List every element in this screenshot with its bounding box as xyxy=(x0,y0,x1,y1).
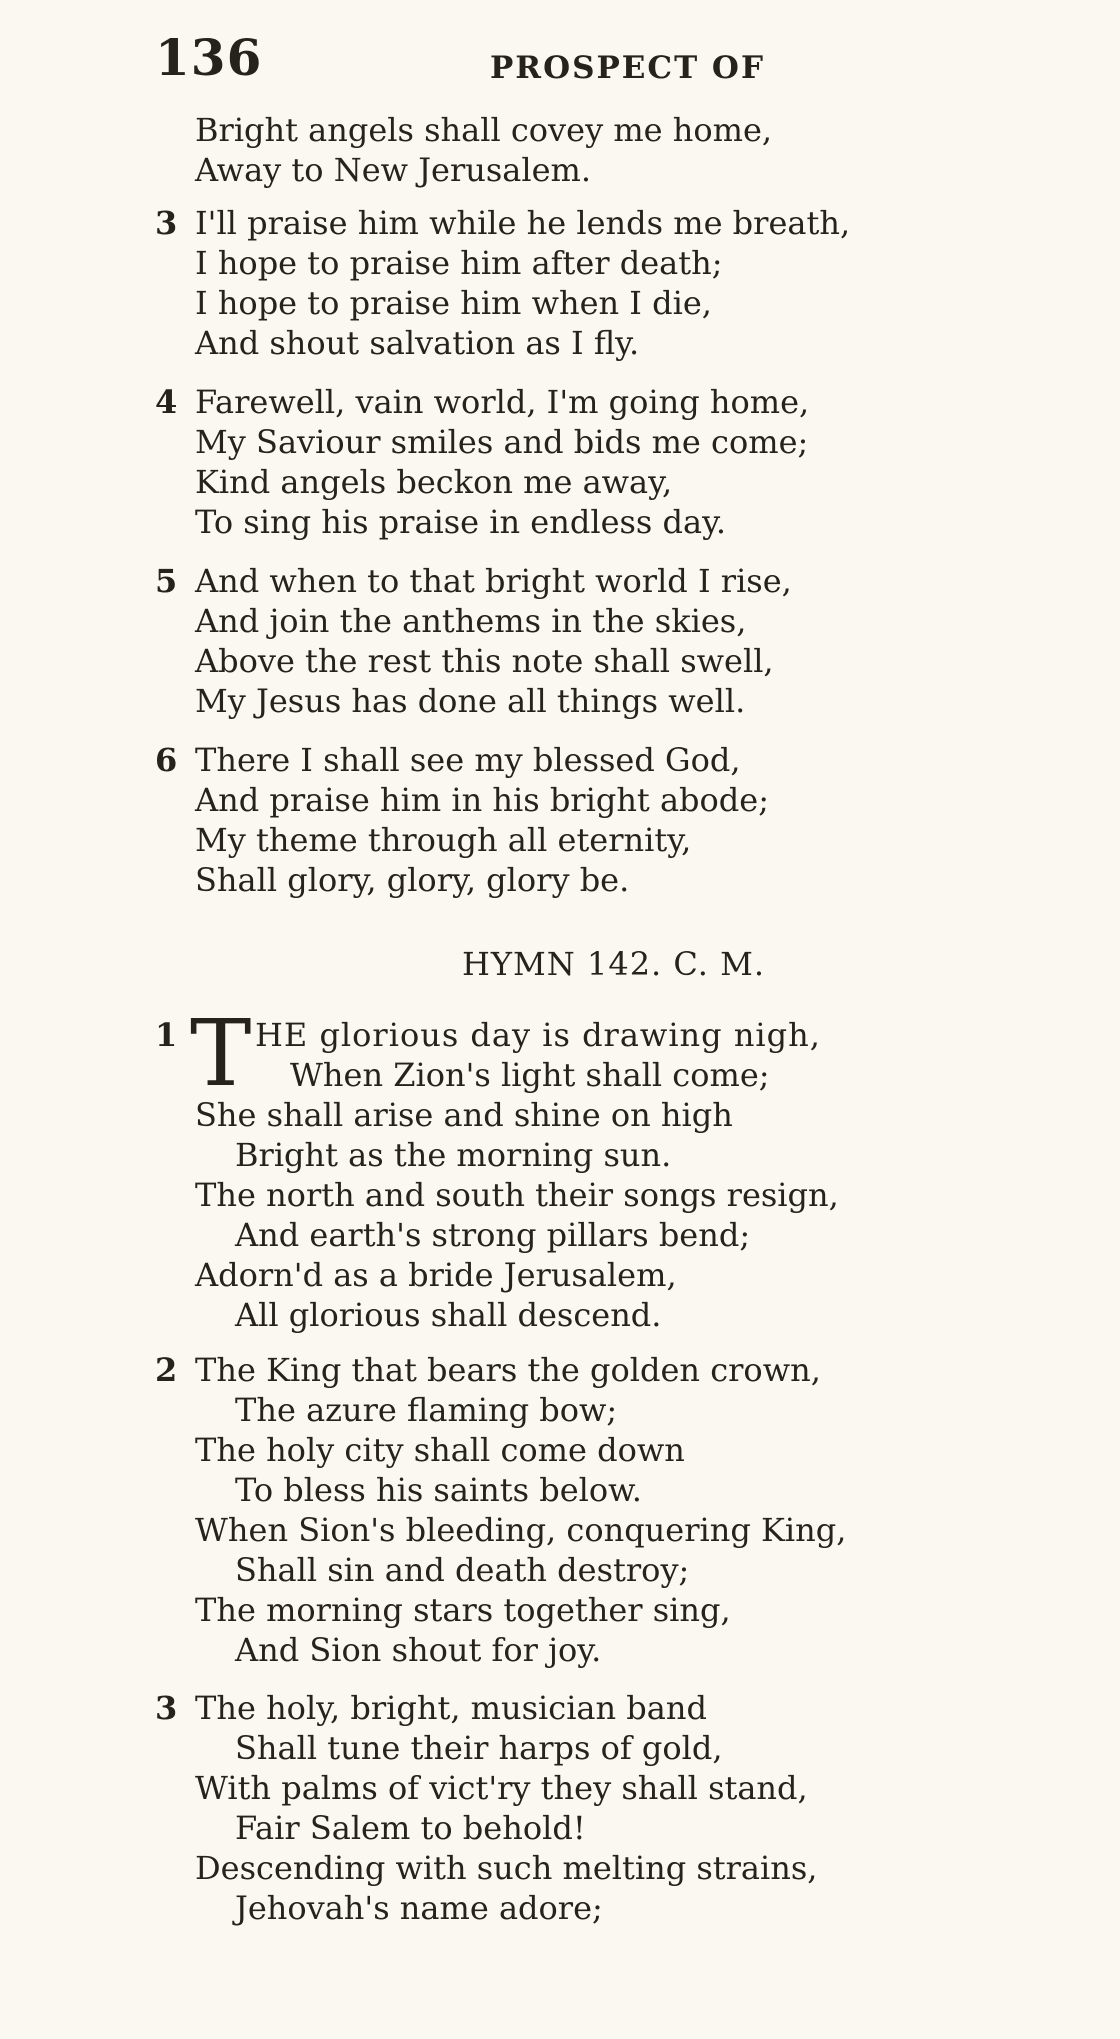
verse-line: The holy, bright, musician band xyxy=(195,1689,707,1727)
verse-line: When Sion's bleeding, conquering King, xyxy=(195,1511,847,1549)
verse-line: The morning stars together sing, xyxy=(195,1591,731,1629)
page-header xyxy=(0,28,1120,98)
verse-line: The King that bears the golden crown, xyxy=(195,1351,821,1389)
verse-line: Fair Salem to behold! xyxy=(235,1809,586,1847)
verse-line: She shall arise and shine on high xyxy=(195,1096,733,1134)
verse-line: Descending with such melting strains, xyxy=(195,1849,818,1887)
verse-line: Bright as the morning sun. xyxy=(235,1136,672,1174)
verse-line: And join the anthems in the skies, xyxy=(195,602,747,640)
verse-line: And earth's strong pillars bend; xyxy=(235,1216,751,1254)
verse-line: To sing his praise in endless day. xyxy=(195,503,727,541)
running-head: PROSPECT OF xyxy=(490,50,765,86)
verse-line: My theme through all eternity, xyxy=(195,821,692,859)
verse-line: When Zion's light shall come; xyxy=(290,1056,770,1094)
drop-cap: T xyxy=(190,1000,252,1107)
verse-line: The north and south their songs resign, xyxy=(195,1176,839,1214)
hymn-title: HYMN 142. C. M. xyxy=(462,945,766,983)
verse-line: The azure flaming bow; xyxy=(235,1391,618,1429)
verse-line: Jehovah's name adore; xyxy=(235,1889,603,1927)
verse-number: 6 xyxy=(155,741,178,779)
verse-number: 1 xyxy=(155,1016,178,1054)
verse-line: Bright angels shall covey me home, xyxy=(195,111,773,149)
verse-line: I hope to praise him when I die, xyxy=(195,284,712,322)
verse-line: My Saviour smiles and bids me come; xyxy=(195,423,809,461)
verse-line: Shall sin and death destroy; xyxy=(235,1551,690,1589)
page-number: 136 xyxy=(155,28,263,87)
verse-number: 4 xyxy=(155,383,178,421)
verse-line: Adorn'd as a bride Jerusalem, xyxy=(195,1256,677,1294)
verse-number: 2 xyxy=(155,1351,178,1389)
verse-line: Kind angels beckon me away, xyxy=(195,463,673,501)
verse-number: 3 xyxy=(155,1689,178,1727)
verse-line: All glorious shall descend. xyxy=(235,1296,662,1334)
verse-line: And when to that bright world I rise, xyxy=(195,562,792,600)
verse-line: To bless his saints below. xyxy=(235,1471,642,1509)
verse-line: Above the rest this note shall swell, xyxy=(195,642,774,680)
verse-line: My Jesus has done all things well. xyxy=(195,682,746,720)
verse-line: Farewell, vain world, I'm going home, xyxy=(195,383,810,421)
verse-line: And praise him in his bright abode; xyxy=(195,781,769,819)
verse-line: The holy city shall come down xyxy=(195,1431,685,1469)
verse-line: With palms of vict'ry they shall stand, xyxy=(195,1769,808,1807)
verse-line: Shall tune their harps of gold, xyxy=(235,1729,723,1767)
verse-line: And shout salvation as I fly. xyxy=(195,324,640,362)
verse-line: I hope to praise him after death; xyxy=(195,244,723,282)
verse-line: And Sion shout for joy. xyxy=(235,1631,602,1669)
verse-line: There I shall see my blessed God, xyxy=(195,741,741,779)
verse-line: Away to New Jerusalem. xyxy=(195,151,592,189)
verse-number: 5 xyxy=(155,562,178,600)
verse-line: Shall glory, glory, glory be. xyxy=(195,861,630,899)
verse-line: HE glorious day is drawing nigh, xyxy=(255,1016,821,1054)
verse-number: 3 xyxy=(155,204,178,242)
verse-line: I'll praise him while he lends me breath, xyxy=(195,204,851,242)
